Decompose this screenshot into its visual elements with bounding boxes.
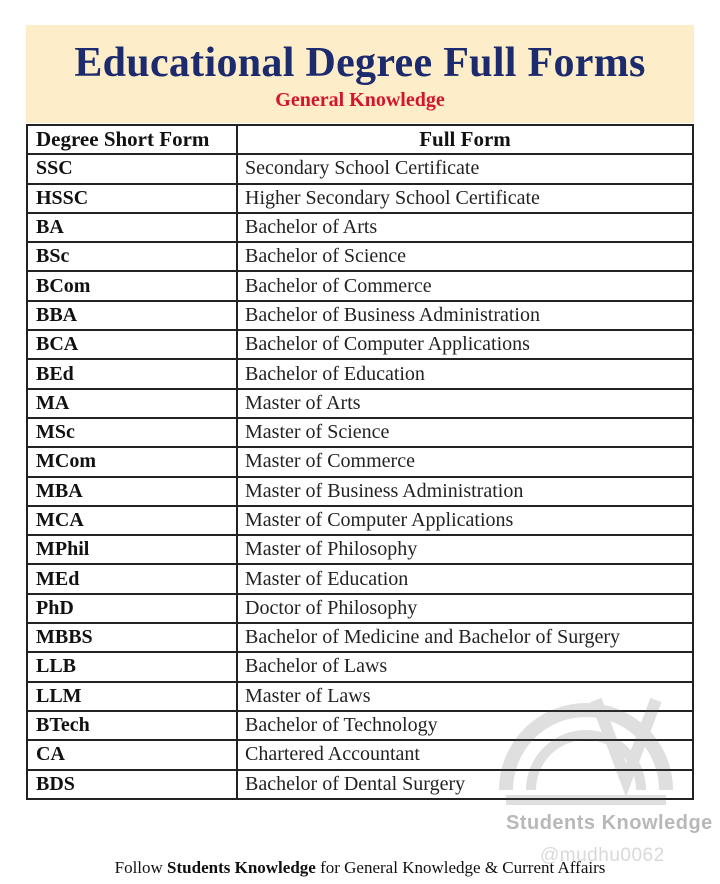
table-row (27, 389, 693, 418)
footer-brand: Students Knowledge (167, 858, 316, 877)
page-subtitle: General Knowledge (275, 89, 445, 111)
degree-short-form: MBA (27, 477, 237, 506)
degree-short-form: BBA (27, 301, 237, 330)
degree-table (26, 124, 694, 800)
header-short-form: Degree Short Form (27, 125, 237, 154)
table-row (27, 770, 693, 799)
degree-full-form: Bachelor of Arts (237, 213, 693, 242)
table-row (27, 447, 693, 476)
footer-text (0, 858, 720, 878)
degree-full-form: Master of Laws (237, 682, 693, 711)
table-row (27, 213, 693, 242)
degree-full-form: Master of Commerce (237, 447, 693, 476)
degree-full-form: Master of Science (237, 418, 693, 447)
header-full-form: Full Form (237, 125, 693, 154)
table-row (27, 418, 693, 447)
table-row (27, 359, 693, 388)
header-banner (26, 25, 694, 123)
table-row (27, 242, 693, 271)
degree-full-form: Master of Education (237, 564, 693, 593)
degree-short-form: LLB (27, 652, 237, 681)
table-header-row (27, 125, 693, 154)
table-row (27, 330, 693, 359)
table-row (27, 711, 693, 740)
degree-short-form: MCA (27, 506, 237, 535)
table-row (27, 535, 693, 564)
degree-short-form: MCom (27, 447, 237, 476)
degree-full-form: Bachelor of Science (237, 242, 693, 271)
degree-short-form: BDS (27, 770, 237, 799)
table-row (27, 301, 693, 330)
degree-short-form: MEd (27, 564, 237, 593)
degree-full-form: Bachelor of Education (237, 359, 693, 388)
degree-table-container (26, 124, 694, 800)
degree-full-form: Chartered Accountant (237, 740, 693, 769)
degree-full-form: Bachelor of Technology (237, 711, 693, 740)
degree-short-form: MPhil (27, 535, 237, 564)
table-row (27, 623, 693, 652)
degree-short-form: BEd (27, 359, 237, 388)
degree-full-form: Doctor of Philosophy (237, 594, 693, 623)
footer-prefix: Follow (114, 858, 168, 877)
table-row (27, 271, 693, 300)
degree-full-form: Master of Philosophy (237, 535, 693, 564)
degree-short-form: CA (27, 740, 237, 769)
table-row (27, 564, 693, 593)
degree-full-form: Bachelor of Commerce (237, 271, 693, 300)
table-row (27, 652, 693, 681)
degree-short-form: HSSC (27, 184, 237, 213)
table-row (27, 154, 693, 183)
page-title: Educational Degree Full Forms (74, 40, 646, 86)
degree-short-form: PhD (27, 594, 237, 623)
degree-short-form: BA (27, 213, 237, 242)
footer-suffix: for General Knowledge & Current Affairs (315, 858, 606, 877)
table-row (27, 506, 693, 535)
degree-short-form: SSC (27, 154, 237, 183)
degree-full-form: Bachelor of Computer Applications (237, 330, 693, 359)
table-row (27, 184, 693, 213)
table-row (27, 594, 693, 623)
table-row (27, 682, 693, 711)
degree-full-form: Master of Computer Applications (237, 506, 693, 535)
degree-full-form: Bachelor of Medicine and Bachelor of Surgery (237, 623, 693, 652)
degree-full-form: Master of Business Administration (237, 477, 693, 506)
watermark-handle: @mudhu0062 (540, 845, 665, 866)
degree-full-form: Secondary School Certificate (237, 154, 693, 183)
degree-short-form: MSc (27, 418, 237, 447)
degree-full-form: Bachelor of Laws (237, 652, 693, 681)
degree-short-form: BSc (27, 242, 237, 271)
degree-short-form: LLM (27, 682, 237, 711)
watermark-text: Students Knowledge (506, 812, 713, 834)
degree-full-form: Master of Arts (237, 389, 693, 418)
degree-short-form: BTech (27, 711, 237, 740)
table-row (27, 740, 693, 769)
degree-short-form: MA (27, 389, 237, 418)
degree-full-form: Higher Secondary School Certificate (237, 184, 693, 213)
degree-short-form: BCA (27, 330, 237, 359)
table-row (27, 477, 693, 506)
degree-full-form: Bachelor of Dental Surgery (237, 770, 693, 799)
degree-short-form: MBBS (27, 623, 237, 652)
table-body (27, 154, 693, 799)
degree-full-form: Bachelor of Business Administration (237, 301, 693, 330)
degree-short-form: BCom (27, 271, 237, 300)
